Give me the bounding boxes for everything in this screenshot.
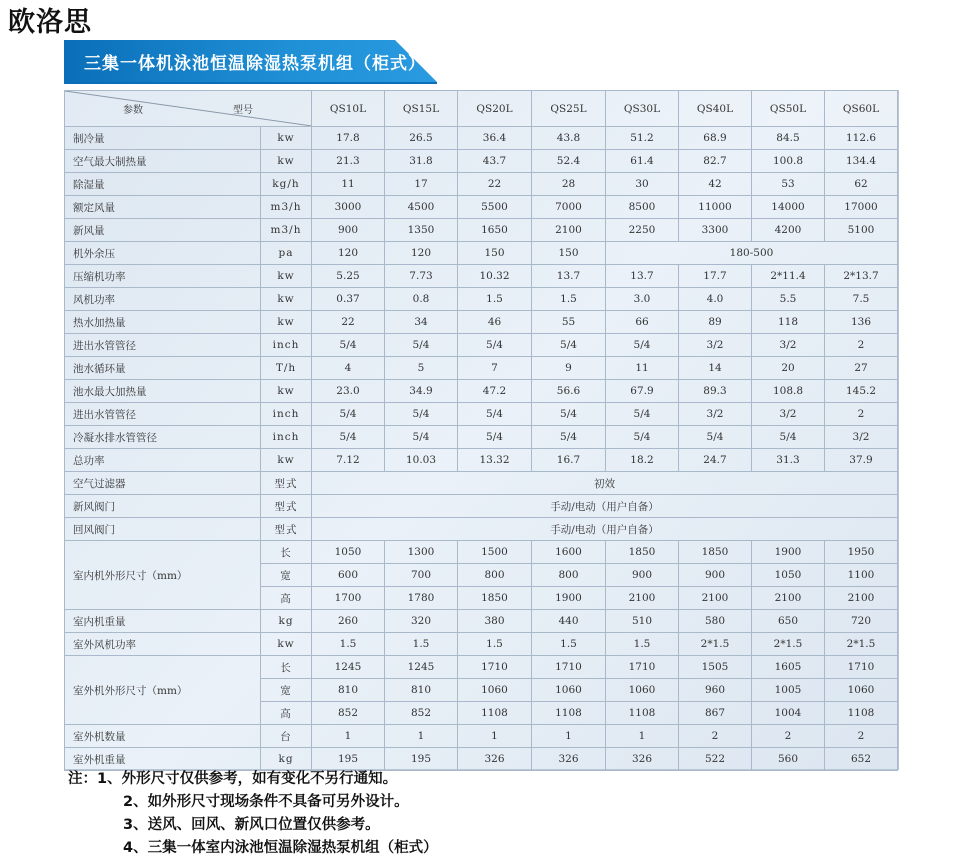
unit-cell: 长	[261, 541, 312, 564]
value-cell: 326	[458, 748, 532, 771]
value-cell: 5.25	[312, 265, 385, 288]
value-cell: 34	[385, 311, 458, 334]
table-row	[65, 725, 898, 748]
model-header: QS10L	[312, 91, 385, 127]
unit-cell: inch	[261, 403, 312, 426]
value-cell: 2	[825, 725, 898, 748]
merged-value-cell: 手动/电动（用户自备）	[312, 495, 898, 518]
value-cell: 1.5	[312, 633, 385, 656]
value-cell: 31.3	[752, 449, 825, 472]
value-cell: 66	[606, 311, 679, 334]
unit-cell: m3/h	[261, 219, 312, 242]
param-cell: 进出水管管径	[65, 403, 261, 426]
value-cell: 1710	[458, 656, 532, 679]
note-line: 4、三集一体室内泳池恒温除湿热泵机组（柜式）	[123, 840, 438, 856]
param-cell: 池水最大加热量	[65, 380, 261, 403]
value-cell: 600	[312, 564, 385, 587]
value-cell: 320	[385, 610, 458, 633]
model-header: QS50L	[752, 91, 825, 127]
value-cell: 9	[532, 357, 606, 380]
param-cell: 空气过滤器	[65, 472, 261, 495]
value-cell: 867	[679, 702, 752, 725]
value-cell: 2100	[606, 587, 679, 610]
value-cell: 10.03	[385, 449, 458, 472]
table-row	[65, 495, 898, 518]
value-cell: 145.2	[825, 380, 898, 403]
unit-cell: inch	[261, 426, 312, 449]
notes	[68, 768, 438, 860]
value-cell: 1710	[825, 656, 898, 679]
value-cell: 89	[679, 311, 752, 334]
value-cell: 11	[606, 357, 679, 380]
unit-cell: kw	[261, 288, 312, 311]
value-cell: 1.5	[458, 633, 532, 656]
value-cell: 852	[385, 702, 458, 725]
unit-cell: inch	[261, 334, 312, 357]
value-cell: 53	[752, 173, 825, 196]
param-cell: 室外机数量	[65, 725, 261, 748]
value-cell: 1050	[752, 564, 825, 587]
unit-cell: kg	[261, 748, 312, 771]
value-cell: 2*1.5	[679, 633, 752, 656]
section-title: 三集一体机泳池恒温除湿热泵机组（柜式）	[84, 54, 426, 74]
value-cell: 700	[385, 564, 458, 587]
unit-cell: kw	[261, 127, 312, 150]
value-cell: 4.0	[679, 288, 752, 311]
value-cell: 810	[312, 679, 385, 702]
banner-underline	[64, 82, 437, 84]
value-cell: 1108	[606, 702, 679, 725]
unit-cell: 高	[261, 702, 312, 725]
param-cell: 除湿量	[65, 173, 261, 196]
value-cell: 3/2	[679, 403, 752, 426]
table-row	[65, 288, 898, 311]
value-cell: 1.5	[385, 633, 458, 656]
param-cell: 机外余压	[65, 242, 261, 265]
value-cell: 5500	[458, 196, 532, 219]
value-cell: 61.4	[606, 150, 679, 173]
table-row	[65, 449, 898, 472]
value-cell: 4500	[385, 196, 458, 219]
value-cell: 22	[458, 173, 532, 196]
value-cell: 4200	[752, 219, 825, 242]
unit-cell: kg	[261, 610, 312, 633]
value-cell: 36.4	[458, 127, 532, 150]
value-cell: 23.0	[312, 380, 385, 403]
unit-cell: 长	[261, 656, 312, 679]
value-cell: 5/4	[606, 334, 679, 357]
unit-cell: 型式	[261, 472, 312, 495]
value-cell: 22	[312, 311, 385, 334]
value-cell: 1605	[752, 656, 825, 679]
value-cell: 5.5	[752, 288, 825, 311]
value-cell: 13.32	[458, 449, 532, 472]
value-cell: 56.6	[532, 380, 606, 403]
value-cell: 67.9	[606, 380, 679, 403]
value-cell: 2100	[752, 587, 825, 610]
table-row	[65, 150, 898, 173]
value-cell: 46	[458, 311, 532, 334]
value-cell: 800	[532, 564, 606, 587]
value-cell: 650	[752, 610, 825, 633]
spec-table	[64, 90, 898, 771]
value-cell: 7	[458, 357, 532, 380]
param-cell: 池水循环量	[65, 357, 261, 380]
value-cell: 51.2	[606, 127, 679, 150]
param-cell: 室外机重量	[65, 748, 261, 771]
corner-param-label: 参数	[123, 105, 143, 116]
value-cell: 5/4	[679, 426, 752, 449]
value-cell: 1	[385, 725, 458, 748]
value-cell: 0.8	[385, 288, 458, 311]
unit-cell: m3/h	[261, 196, 312, 219]
param-cell: 室内机外形尺寸（mm）	[65, 541, 261, 610]
value-cell: 43.7	[458, 150, 532, 173]
table-row	[65, 403, 898, 426]
value-cell: 1850	[606, 541, 679, 564]
value-cell: 1060	[532, 679, 606, 702]
value-cell: 1	[606, 725, 679, 748]
model-header: QS60L	[825, 91, 898, 127]
value-cell: 120	[385, 242, 458, 265]
value-cell: 27	[825, 357, 898, 380]
value-cell: 1.5	[532, 633, 606, 656]
param-cell: 总功率	[65, 449, 261, 472]
value-cell: 17	[385, 173, 458, 196]
value-cell: 1060	[606, 679, 679, 702]
value-cell: 5/4	[752, 426, 825, 449]
value-cell: 195	[385, 748, 458, 771]
param-cell: 空气最大制热量	[65, 150, 261, 173]
value-cell: 14	[679, 357, 752, 380]
value-cell: 1	[312, 725, 385, 748]
value-cell: 1005	[752, 679, 825, 702]
value-cell: 1060	[458, 679, 532, 702]
note-line: 3、送风、回风、新风口位置仅供参考。	[123, 817, 380, 833]
value-cell: 3/2	[752, 334, 825, 357]
corner-model-label: 型号	[233, 105, 253, 116]
param-cell: 进出水管管径	[65, 334, 261, 357]
value-cell: 100.8	[752, 150, 825, 173]
value-cell: 31.8	[385, 150, 458, 173]
value-cell: 3/2	[752, 403, 825, 426]
param-cell: 新风阀门	[65, 495, 261, 518]
value-cell: 24.7	[679, 449, 752, 472]
table-row	[65, 518, 898, 541]
table-row	[65, 334, 898, 357]
value-cell: 2100	[532, 219, 606, 242]
value-cell: 5/4	[312, 426, 385, 449]
param-cell: 风机功率	[65, 288, 261, 311]
unit-cell: kw	[261, 633, 312, 656]
value-cell: 43.8	[532, 127, 606, 150]
value-cell: 1	[458, 725, 532, 748]
value-cell: 2	[825, 403, 898, 426]
value-cell: 2250	[606, 219, 679, 242]
model-header: QS20L	[458, 91, 532, 127]
table-row	[65, 196, 898, 219]
value-cell: 1850	[458, 587, 532, 610]
unit-cell: 台	[261, 725, 312, 748]
param-cell: 室外风机功率	[65, 633, 261, 656]
value-cell: 82.7	[679, 150, 752, 173]
value-cell: 52.4	[532, 150, 606, 173]
value-cell: 1900	[752, 541, 825, 564]
value-cell: 5	[385, 357, 458, 380]
value-cell: 1060	[825, 679, 898, 702]
param-cell: 制冷量	[65, 127, 261, 150]
value-cell: 326	[532, 748, 606, 771]
table-row	[65, 127, 898, 150]
value-cell: 810	[385, 679, 458, 702]
table-row	[65, 380, 898, 403]
value-cell: 1950	[825, 541, 898, 564]
value-cell: 900	[606, 564, 679, 587]
value-cell: 0.37	[312, 288, 385, 311]
value-cell: 16.7	[532, 449, 606, 472]
param-cell: 室外机外形尺寸（mm）	[65, 656, 261, 725]
corner-diagonal	[65, 91, 312, 126]
value-cell: 720	[825, 610, 898, 633]
value-cell: 7.12	[312, 449, 385, 472]
value-cell: 5/4	[532, 403, 606, 426]
value-cell: 11000	[679, 196, 752, 219]
header-row	[65, 91, 898, 127]
corner-header	[65, 91, 312, 127]
value-cell: 5/4	[312, 403, 385, 426]
value-cell: 89.3	[679, 380, 752, 403]
value-cell: 2	[679, 725, 752, 748]
value-cell: 112.6	[825, 127, 898, 150]
value-cell: 1100	[825, 564, 898, 587]
table-row	[65, 242, 898, 265]
param-cell: 冷凝水排水管管径	[65, 426, 261, 449]
value-cell: 5/4	[458, 426, 532, 449]
value-cell: 13.7	[532, 265, 606, 288]
merged-value-cell: 180-500	[606, 242, 898, 265]
value-cell: 1	[532, 725, 606, 748]
value-cell: 1.5	[606, 633, 679, 656]
note-line: 2、如外形尺寸现场条件不具备可另外设计。	[123, 794, 409, 810]
value-cell: 852	[312, 702, 385, 725]
value-cell: 1505	[679, 656, 752, 679]
value-cell: 7000	[532, 196, 606, 219]
value-cell: 30	[606, 173, 679, 196]
value-cell: 3/2	[825, 426, 898, 449]
value-cell: 1004	[752, 702, 825, 725]
unit-cell: 高	[261, 587, 312, 610]
value-cell: 136	[825, 311, 898, 334]
value-cell: 108.8	[752, 380, 825, 403]
value-cell: 28	[532, 173, 606, 196]
merged-value-cell: 初效	[312, 472, 898, 495]
value-cell: 5/4	[532, 426, 606, 449]
value-cell: 800	[458, 564, 532, 587]
value-cell: 2*11.4	[752, 265, 825, 288]
table-row	[65, 472, 898, 495]
brand-title: 欧洛思	[8, 7, 92, 38]
unit-cell: kw	[261, 265, 312, 288]
value-cell: 2100	[679, 587, 752, 610]
value-cell: 134.4	[825, 150, 898, 173]
value-cell: 2*1.5	[752, 633, 825, 656]
value-cell: 1600	[532, 541, 606, 564]
value-cell: 440	[532, 610, 606, 633]
value-cell: 380	[458, 610, 532, 633]
note-line: 注：1、外形尺寸仅供参考，如有变化不另行通知。	[68, 771, 398, 787]
value-cell: 62	[825, 173, 898, 196]
param-cell: 室内机重量	[65, 610, 261, 633]
value-cell: 5100	[825, 219, 898, 242]
unit-cell: 宽	[261, 564, 312, 587]
value-cell: 10.32	[458, 265, 532, 288]
unit-cell: 型式	[261, 495, 312, 518]
model-header: QS30L	[606, 91, 679, 127]
value-cell: 150	[532, 242, 606, 265]
value-cell: 3300	[679, 219, 752, 242]
value-cell: 5/4	[385, 334, 458, 357]
value-cell: 900	[312, 219, 385, 242]
value-cell: 5/4	[458, 403, 532, 426]
table-row	[65, 610, 898, 633]
value-cell: 17.8	[312, 127, 385, 150]
table-row	[65, 633, 898, 656]
value-cell: 14000	[752, 196, 825, 219]
value-cell: 1900	[532, 587, 606, 610]
value-cell: 84.5	[752, 127, 825, 150]
value-cell: 5/4	[385, 426, 458, 449]
table-row	[65, 311, 898, 334]
value-cell: 1245	[385, 656, 458, 679]
merged-value-cell: 手动/电动（用户自备）	[312, 518, 898, 541]
value-cell: 1108	[532, 702, 606, 725]
value-cell: 55	[532, 311, 606, 334]
value-cell: 17.7	[679, 265, 752, 288]
param-cell: 回风阀门	[65, 518, 261, 541]
unit-cell: kg/h	[261, 173, 312, 196]
table-row	[65, 426, 898, 449]
value-cell: 1710	[606, 656, 679, 679]
unit-cell: 型式	[261, 518, 312, 541]
value-cell: 150	[458, 242, 532, 265]
value-cell: 1.5	[458, 288, 532, 311]
value-cell: 1850	[679, 541, 752, 564]
value-cell: 560	[752, 748, 825, 771]
model-header: QS40L	[679, 91, 752, 127]
param-cell: 热水加热量	[65, 311, 261, 334]
value-cell: 260	[312, 610, 385, 633]
value-cell: 2	[752, 725, 825, 748]
value-cell: 1050	[312, 541, 385, 564]
value-cell: 118	[752, 311, 825, 334]
table-row	[65, 357, 898, 380]
value-cell: 2	[825, 334, 898, 357]
value-cell: 1700	[312, 587, 385, 610]
value-cell: 8500	[606, 196, 679, 219]
param-cell: 新风量	[65, 219, 261, 242]
value-cell: 13.7	[606, 265, 679, 288]
value-cell: 2*13.7	[825, 265, 898, 288]
value-cell: 11	[312, 173, 385, 196]
value-cell: 1245	[312, 656, 385, 679]
table-row	[65, 219, 898, 242]
value-cell: 42	[679, 173, 752, 196]
value-cell: 34.9	[385, 380, 458, 403]
value-cell: 5/4	[385, 403, 458, 426]
value-cell: 2100	[825, 587, 898, 610]
table-row	[65, 656, 898, 679]
param-cell: 额定风量	[65, 196, 261, 219]
value-cell: 522	[679, 748, 752, 771]
unit-cell: pa	[261, 242, 312, 265]
value-cell: 17000	[825, 196, 898, 219]
table-row	[65, 541, 898, 564]
value-cell: 1108	[458, 702, 532, 725]
value-cell: 580	[679, 610, 752, 633]
value-cell: 1350	[385, 219, 458, 242]
param-cell: 压缩机功率	[65, 265, 261, 288]
value-cell: 1108	[825, 702, 898, 725]
value-cell: 5/4	[532, 334, 606, 357]
value-cell: 1.5	[532, 288, 606, 311]
value-cell: 7.5	[825, 288, 898, 311]
value-cell: 37.9	[825, 449, 898, 472]
value-cell: 1650	[458, 219, 532, 242]
value-cell: 1710	[532, 656, 606, 679]
value-cell: 195	[312, 748, 385, 771]
value-cell: 5/4	[312, 334, 385, 357]
value-cell: 3.0	[606, 288, 679, 311]
table-row	[65, 173, 898, 196]
value-cell: 47.2	[458, 380, 532, 403]
value-cell: 1300	[385, 541, 458, 564]
unit-cell: kw	[261, 150, 312, 173]
table-row	[65, 265, 898, 288]
value-cell: 5/4	[606, 403, 679, 426]
unit-cell: kw	[261, 380, 312, 403]
value-cell: 4	[312, 357, 385, 380]
value-cell: 2*1.5	[825, 633, 898, 656]
value-cell: 326	[606, 748, 679, 771]
value-cell: 510	[606, 610, 679, 633]
value-cell: 21.3	[312, 150, 385, 173]
value-cell: 1500	[458, 541, 532, 564]
unit-cell: kw	[261, 311, 312, 334]
value-cell: 960	[679, 679, 752, 702]
value-cell: 5/4	[458, 334, 532, 357]
unit-cell: T/h	[261, 357, 312, 380]
value-cell: 5/4	[606, 426, 679, 449]
value-cell: 652	[825, 748, 898, 771]
model-header: QS25L	[532, 91, 606, 127]
value-cell: 3000	[312, 196, 385, 219]
unit-cell: 宽	[261, 679, 312, 702]
value-cell: 7.73	[385, 265, 458, 288]
value-cell: 26.5	[385, 127, 458, 150]
value-cell: 120	[312, 242, 385, 265]
value-cell: 1780	[385, 587, 458, 610]
value-cell: 68.9	[679, 127, 752, 150]
unit-cell: kw	[261, 449, 312, 472]
model-header: QS15L	[385, 91, 458, 127]
value-cell: 18.2	[606, 449, 679, 472]
value-cell: 3/2	[679, 334, 752, 357]
value-cell: 20	[752, 357, 825, 380]
value-cell: 900	[679, 564, 752, 587]
